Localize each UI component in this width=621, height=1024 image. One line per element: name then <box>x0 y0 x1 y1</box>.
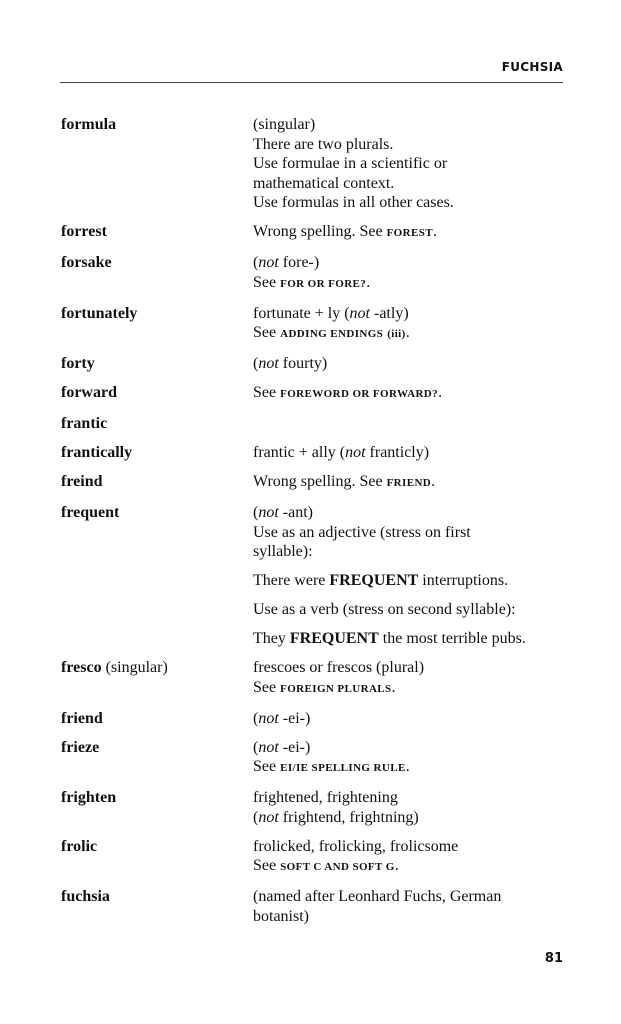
headword-cell <box>61 414 253 434</box>
headword-cell <box>61 443 253 463</box>
entry-forward <box>61 383 561 405</box>
headword-cell <box>61 115 253 213</box>
definition <box>253 738 561 779</box>
definition <box>253 472 561 494</box>
headword: freind <box>61 473 103 490</box>
text-segment: frightend, frightning) <box>278 808 419 826</box>
italic-note: not <box>258 709 279 727</box>
definition-line <box>253 253 561 273</box>
headword: forward <box>61 384 117 401</box>
definition-line <box>253 542 561 562</box>
text-segment: fourty) <box>278 355 328 372</box>
entry-freind <box>61 472 561 494</box>
text-segment: . <box>438 384 443 401</box>
cross-reference: ADDING ENDINGS <box>280 328 384 340</box>
headword: fuchsia <box>61 888 110 905</box>
definition <box>253 115 561 213</box>
text-segment: Use formulas in all other cases. <box>253 194 454 211</box>
text-segment: fore-) <box>278 254 320 271</box>
page-number: 81 <box>544 951 563 966</box>
headword-cell <box>61 383 253 405</box>
text-segment: botanist) <box>253 907 309 925</box>
cross-reference: FOR OR FORE? <box>280 277 367 290</box>
definition-line <box>253 115 561 135</box>
text-segment: Use as a verb (stress on second syllable): <box>253 601 516 618</box>
definition-line <box>253 222 561 244</box>
definition-line <box>253 193 561 213</box>
cross-reference: FOREST <box>386 227 433 239</box>
definition-line <box>253 837 561 857</box>
text-segment: . <box>391 678 396 696</box>
definition-line <box>253 273 561 295</box>
cross-reference: (iii) <box>387 328 406 340</box>
text-segment: ( <box>253 254 259 271</box>
definition-line <box>253 304 561 324</box>
definition <box>253 709 561 729</box>
headword: fresco <box>61 659 102 676</box>
text-segment: (singular) <box>253 116 316 133</box>
cross-reference: EI/IE SPELLING RULE <box>280 762 406 774</box>
text-segment: the most terrible pubs. <box>378 630 526 647</box>
italic-note: not <box>258 504 279 521</box>
text-segment: frantic + ally ( <box>253 444 346 461</box>
headword: forsake <box>61 254 112 271</box>
emphasis-text: FREQUENT <box>329 572 419 589</box>
definition-line <box>253 354 561 374</box>
headword-cell <box>61 788 253 827</box>
entry-fortunately <box>61 304 561 345</box>
text-segment: interruptions. <box>418 572 509 589</box>
entry-friend <box>61 709 561 729</box>
italic-note: not <box>258 355 279 372</box>
entry-frolic <box>61 837 561 878</box>
entry-frequent <box>61 503 561 649</box>
definition <box>253 503 561 649</box>
italic-note: not <box>349 304 370 322</box>
italic-note: not <box>258 738 279 756</box>
text-segment: . <box>432 223 437 240</box>
text-segment: frightened, frightening <box>253 789 398 806</box>
definition <box>253 354 561 374</box>
text-segment: See <box>253 758 281 775</box>
headword-cell <box>61 887 253 926</box>
text-segment: (named after Leonhard Fuchs, German <box>253 888 502 905</box>
headword-cell <box>61 472 253 494</box>
entry-fresco <box>61 658 561 699</box>
running-head: FUCHSIA <box>501 60 563 74</box>
definition <box>253 222 561 244</box>
text-segment: ( <box>253 355 259 372</box>
text-segment: ( <box>253 709 259 727</box>
entry-frantic <box>61 414 561 434</box>
definition-line <box>253 709 561 729</box>
headword-note: (singular) <box>101 659 168 676</box>
text-segment: . <box>405 324 410 341</box>
definition-line <box>253 678 561 700</box>
text-segment: . <box>405 758 410 775</box>
text-segment: See <box>253 857 281 874</box>
text-segment: See <box>253 324 281 341</box>
cross-reference: FRIEND <box>386 477 432 489</box>
definition-line <box>253 443 561 463</box>
definition-line <box>253 738 561 758</box>
text-segment: franticly) <box>365 444 430 461</box>
entry-frieze <box>61 738 561 779</box>
text-segment: ( <box>253 808 259 826</box>
headword: forrest <box>61 223 107 240</box>
text-segment: mathematical context. <box>253 174 395 192</box>
headword: frantically <box>61 444 133 461</box>
definition <box>253 658 561 699</box>
headword-cell <box>61 709 253 729</box>
definition-line <box>253 629 561 649</box>
italic-note: not <box>258 254 279 271</box>
text-segment: -atly) <box>370 304 409 322</box>
headword-cell <box>61 354 253 374</box>
cross-reference: FOREWORD OR FORWARD? <box>280 388 439 400</box>
italic-note: not <box>345 444 366 461</box>
text-segment: -ant) <box>278 504 313 521</box>
text-segment: See <box>253 384 281 401</box>
definition-line <box>253 523 561 543</box>
text-segment: frolicked, frolicking, frolicsome <box>253 837 459 855</box>
text-segment: ( <box>253 738 259 756</box>
entry-forty <box>61 354 561 374</box>
definition-line <box>253 788 561 808</box>
text-segment: There were <box>253 572 330 589</box>
definition-line <box>253 808 561 828</box>
definition-line <box>253 154 561 174</box>
definition <box>253 414 561 434</box>
definition-line <box>253 757 561 779</box>
header-rule <box>60 82 563 83</box>
definition-line <box>253 383 561 405</box>
headword: frolic <box>61 837 98 855</box>
text-segment: Wrong spelling. See <box>253 473 387 490</box>
text-segment: -ei-) <box>278 738 311 756</box>
definition-line <box>253 503 561 523</box>
text-segment: See <box>253 273 281 291</box>
definition-line <box>253 472 561 494</box>
entry-forsake <box>61 253 561 294</box>
text-segment: There are two plurals. <box>253 135 394 153</box>
headword: frieze <box>61 738 100 756</box>
entry-formula <box>61 115 561 213</box>
headword: frantic <box>61 415 108 432</box>
text-segment: . <box>394 857 399 874</box>
headword: frequent <box>61 504 120 521</box>
definition <box>253 443 561 463</box>
headword: forty <box>61 355 95 372</box>
text-segment: . <box>431 473 436 490</box>
headword-cell <box>61 503 253 649</box>
text-segment: See <box>253 678 281 696</box>
text-segment: frescoes or frescos (plural) <box>253 659 425 676</box>
headword: friend <box>61 709 103 727</box>
entry-forrest <box>61 222 561 244</box>
text-segment: fortunate + ly ( <box>253 304 350 322</box>
definition-line <box>253 856 561 878</box>
definition-line <box>253 658 561 678</box>
headword: formula <box>61 116 117 133</box>
cross-reference: FOREIGN PLURALS <box>280 682 392 695</box>
definition-line <box>253 323 561 345</box>
entry-frantically <box>61 443 561 463</box>
italic-note: not <box>258 808 279 826</box>
definition <box>253 788 561 827</box>
headword-cell <box>61 658 253 699</box>
text-segment: Wrong spelling. See <box>253 223 387 240</box>
headword-cell <box>61 222 253 244</box>
entry-fuchsia <box>61 887 561 926</box>
text-segment: syllable): <box>253 543 313 560</box>
definition <box>253 837 561 878</box>
definition <box>253 887 561 926</box>
text-segment: -ei-) <box>278 709 311 727</box>
text-segment: . <box>366 273 371 291</box>
definition-line <box>253 907 561 927</box>
text-segment: Use formulae in a scientific or <box>253 155 448 172</box>
definition <box>253 253 561 294</box>
headword: fortunately <box>61 304 138 322</box>
definition-line <box>253 571 561 591</box>
dictionary-entries <box>61 115 561 936</box>
entry-frighten <box>61 788 561 827</box>
text-segment: Use as an adjective (stress on first <box>253 523 471 541</box>
emphasis-text: FREQUENT <box>289 630 379 647</box>
headword-cell <box>61 304 253 345</box>
headword: frighten <box>61 789 117 806</box>
headword-cell <box>61 738 253 779</box>
cross-reference: SOFT C AND SOFT G <box>280 861 395 873</box>
definition-line <box>253 135 561 155</box>
headword-cell <box>61 253 253 294</box>
definition <box>253 383 561 405</box>
definition-line <box>253 600 561 620</box>
headword-cell <box>61 837 253 878</box>
definition-line <box>253 887 561 907</box>
definition-line <box>253 174 561 194</box>
definition <box>253 304 561 345</box>
text-segment: They <box>253 630 290 647</box>
text-segment: ( <box>253 504 259 521</box>
